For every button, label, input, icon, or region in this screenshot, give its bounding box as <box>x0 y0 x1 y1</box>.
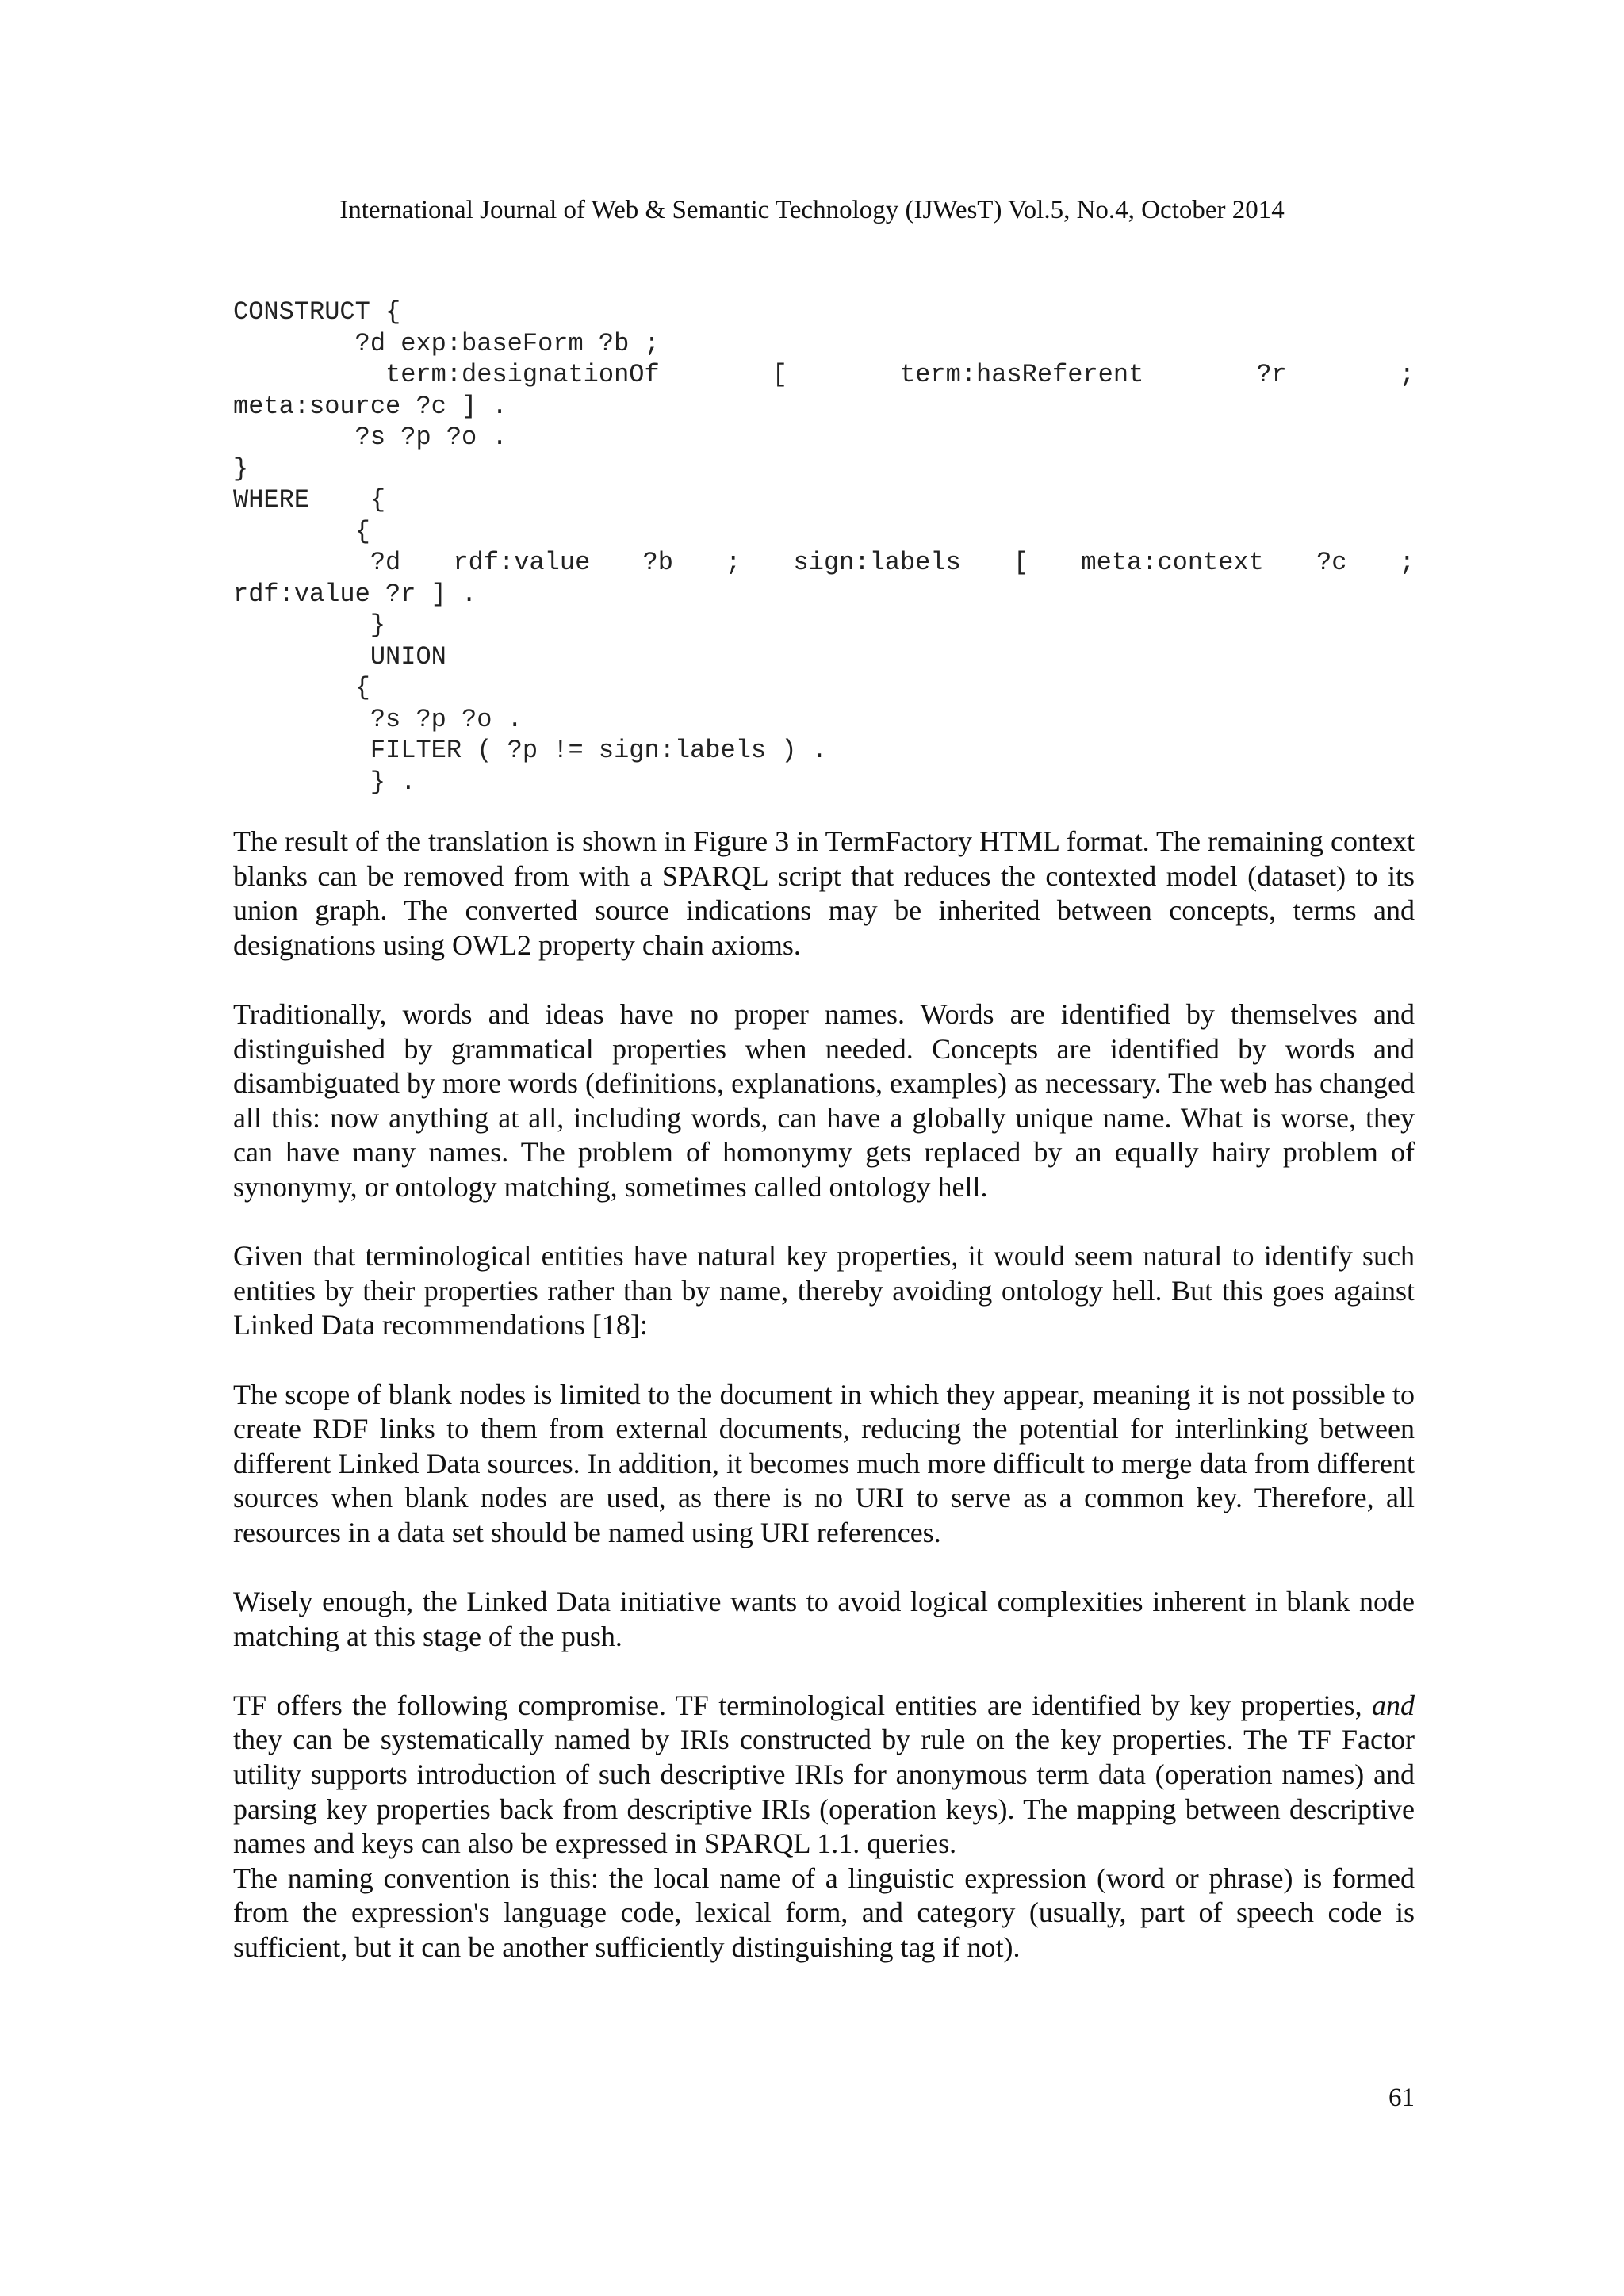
code-token: ; <box>1399 360 1415 389</box>
code-line: FILTER ( ?p != sign:labels ) . <box>233 736 827 765</box>
code-line: CONSTRUCT { <box>233 297 401 327</box>
code-token: ; <box>726 548 741 577</box>
code-line: { <box>233 673 370 702</box>
code-line: { <box>233 516 370 546</box>
paragraph-tf-compromise <box>233 1689 1415 1862</box>
paragraph-linked-data-initiative: Wisely enough, the Linked Data initiative wants to avoid logical complexities inherent in blank node matching at this stage of the push. <box>233 1586 1415 1652</box>
code-token: [ <box>772 360 787 389</box>
code-line: rdf:value ?r ] . <box>233 579 477 609</box>
code-token: ?d <box>233 548 401 577</box>
code-token: [ <box>1013 548 1029 577</box>
code-token: meta:context <box>1081 548 1264 577</box>
code-token: rdf:value <box>453 548 591 577</box>
code-token: ?r <box>1256 360 1287 389</box>
code-line: meta:source ?c ] . <box>233 391 508 421</box>
code-line: WHERE { <box>233 485 386 515</box>
body-text <box>233 825 1415 1965</box>
paragraph-naming-convention: The naming convention is this: the local name of a linguistic expression (word or phrase) is formed from the expression's language code, lexical form, and category (usually, part of speech code is sufficient, but it can be another sufficiently distinguishing tag if not). <box>233 1862 1415 1963</box>
code-token: ?b <box>642 548 673 577</box>
paragraph-proper-names: Traditionally, words and ideas have no proper names. Words are identified by themselves and distinguished by grammatical properties when needed. Concepts are identified by words and disambiguated by more words (definitions, explanations, examples) as necessary. The web has changed all this: now anything at all, including words, can have a globally unique name. What is worse, they can have many names. The problem of homonymy gets replaced by an equally hairy problem of synonymy, or ontology matching, sometimes called ontology hell. <box>233 997 1415 1203</box>
code-token: ; <box>1399 548 1415 577</box>
code-line <box>233 547 1415 579</box>
paragraph-blank-nodes-quote: The scope of blank nodes is limited to the document in which they appear, meaning it is not possible to create RDF links to them from external documents, reducing the potential for interlinking between different Linked Data sources. In addition, it becomes much more difficult to merge data from different sources when blank nodes are used, as there is no URI to serve as a common key. Therefore, all resources in a data set should be named using URI references. <box>233 1378 1415 1548</box>
sparql-code-block <box>233 297 1415 798</box>
paragraph-text: they can be systematically named by IRIs constructed by rule on the key properties. The TF Factor utility supports introduction of such descriptive IRIs for anonymous term data (operation names) and parsing key properties back from descriptive IRIs (operation keys). The mapping between descriptive names and keys can also be expressed in SPARQL 1.1. queries. <box>233 1724 1415 1860</box>
italic-emphasis: and <box>1372 1689 1415 1721</box>
journal-header: International Journal of Web & Semantic Technology (IJWesT) Vol.5, No.4, October 2014 <box>339 196 1285 224</box>
code-line: } <box>233 610 386 640</box>
code-line: } . <box>233 767 416 797</box>
code-line: UNION <box>233 641 446 672</box>
code-line: ?s ?p ?o . <box>233 423 508 452</box>
code-token: sign:labels <box>793 548 961 577</box>
code-token: term:hasReferent <box>900 360 1144 389</box>
code-line <box>233 359 1415 391</box>
paragraph-key-properties: Given that terminological entities have natural key properties, it would seem natural to identify such entities by their properties rather than by name, thereby avoiding ontology hell. But this goes against Linked Data recommendations [18]: <box>233 1240 1415 1341</box>
code-line: } <box>233 453 249 484</box>
code-token: ?c <box>1316 548 1347 577</box>
code-line: ?s ?p ?o . <box>233 704 523 734</box>
code-line: ?d exp:baseForm ?b ; <box>233 328 660 358</box>
code-token: term:designationOf <box>233 360 660 389</box>
paragraph-translation-result: The result of the translation is shown in Figure 3 in TermFactory HTML format. The remaining context blanks can be removed from with a SPARQL script that reduces the contexted model (dataset) to its union graph. The converted source indications may be inherited between concepts, terms and designations using OWL2 property chain axioms. <box>233 825 1415 961</box>
paragraph-text: TF offers the following compromise. TF terminological entities are identified by key properties, <box>233 1689 1372 1721</box>
page-number: 61 <box>1388 2084 1415 2112</box>
